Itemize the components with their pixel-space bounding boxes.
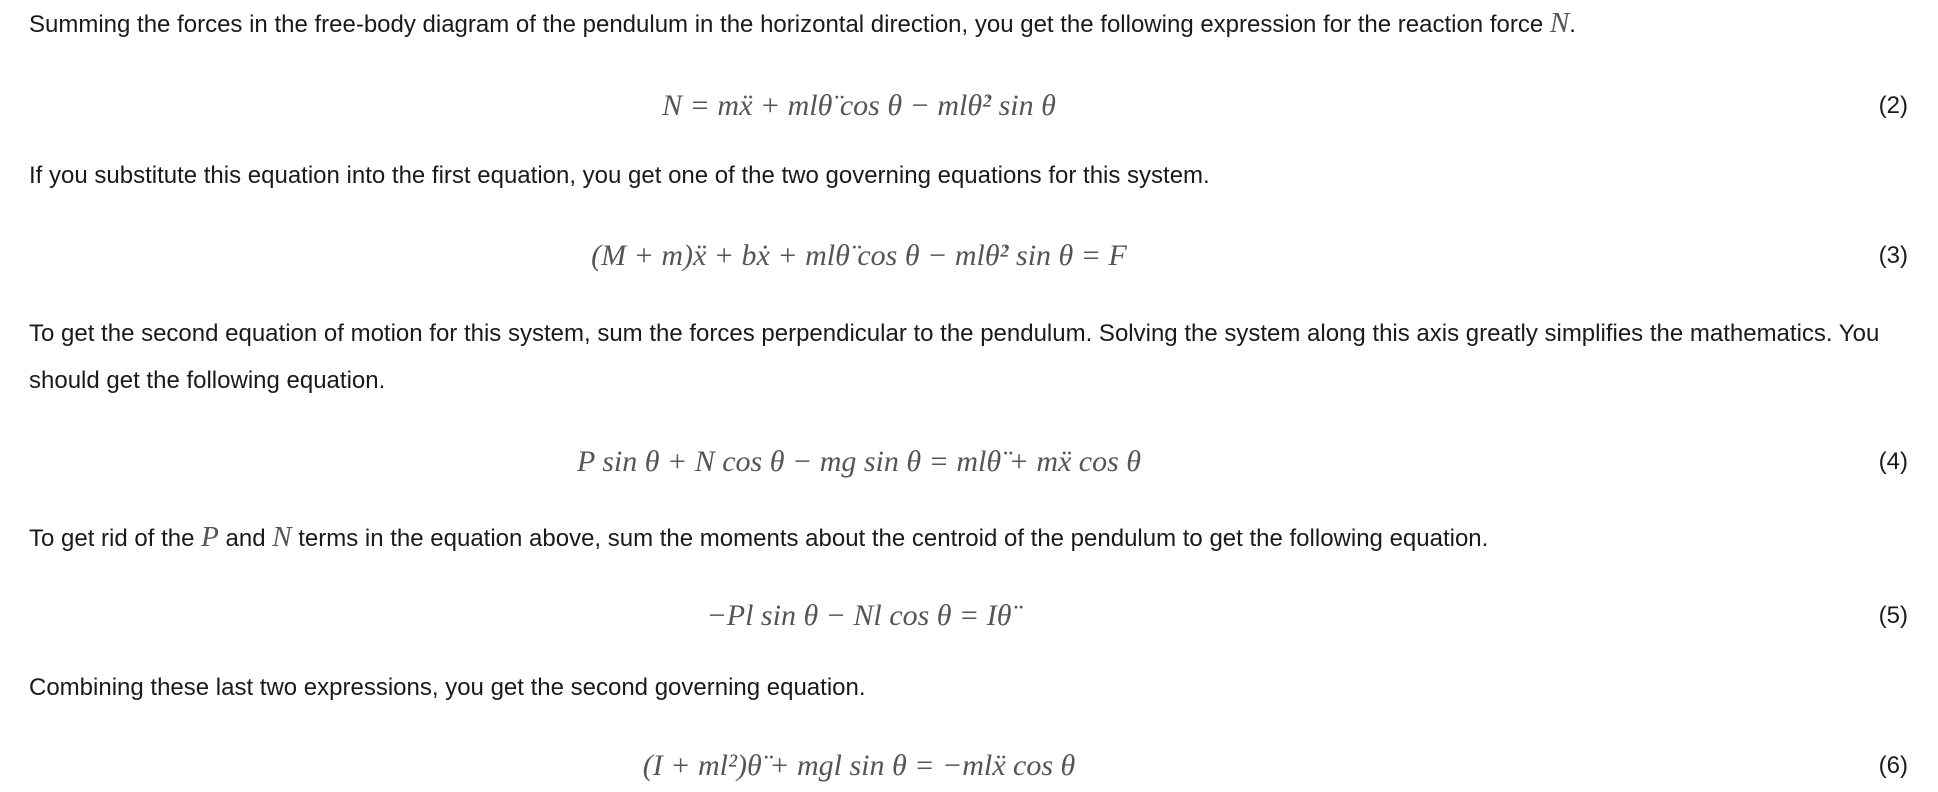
paragraph-moments xyxy=(29,514,1908,562)
symbol-n: N xyxy=(1549,7,1570,39)
paragraph-text: terms in the equation above, sum the moments about the centroid of the pendulum to get the following equation. xyxy=(291,525,1489,552)
equation-4 xyxy=(0,436,1938,488)
equation-expression: N = mẍ + mlθ̈ cos θ − mlθ̇² sin θ xyxy=(662,89,1056,122)
paragraph-combining xyxy=(29,664,1908,711)
equation-3 xyxy=(0,230,1938,282)
symbol-p: P xyxy=(201,521,219,553)
paragraph-reaction-force xyxy=(29,0,1908,48)
paragraph-substitute xyxy=(29,152,1908,199)
paragraph-text: Summing the forces in the free-body diagram of the pendulum in the horizontal direction, you get the following expression for the reaction force xyxy=(29,11,1550,38)
equation-number: (3) xyxy=(1878,242,1908,269)
paragraph-text: To get the second equation of motion for this system, sum the forces perpendicular to the pendulum. Solving the system along this axis greatly simplifies the mathematics. You should get the following equation. xyxy=(29,320,1880,394)
paragraph-text: If you substitute this equation into the first equation, you get one of the two governing equations for this system. xyxy=(29,162,1210,189)
equation-number: (2) xyxy=(1878,92,1908,119)
paragraph-second-equation xyxy=(29,310,1908,404)
equation-6 xyxy=(0,740,1938,792)
paragraph-end: . xyxy=(1569,11,1576,38)
equation-number: (5) xyxy=(1878,602,1908,629)
equation-expression: (I + ml²)θ̈ + mgl sin θ = −mlẍ cos θ xyxy=(642,749,1076,782)
paragraph-text: Combining these last two expressions, you get the second governing equation. xyxy=(29,674,866,701)
equation-5 xyxy=(0,590,1938,642)
equation-expression: (M + m)ẍ + bẋ + mlθ̈ cos θ − mlθ̇² sin θ = F xyxy=(591,239,1127,272)
equation-number: (4) xyxy=(1878,448,1908,475)
paragraph-text: To get rid of the xyxy=(29,525,202,552)
equation-number: (6) xyxy=(1878,752,1908,779)
equation-expression: −Pl sin θ − Nl cos θ = Iθ̈ xyxy=(706,599,1012,632)
symbol-n: N xyxy=(272,521,292,553)
equation-expression: P sin θ + N cos θ − mg sin θ = mlθ̈ + mẍ cos θ xyxy=(576,445,1142,478)
equation-2 xyxy=(0,80,1938,132)
paragraph-text: and xyxy=(218,525,273,552)
